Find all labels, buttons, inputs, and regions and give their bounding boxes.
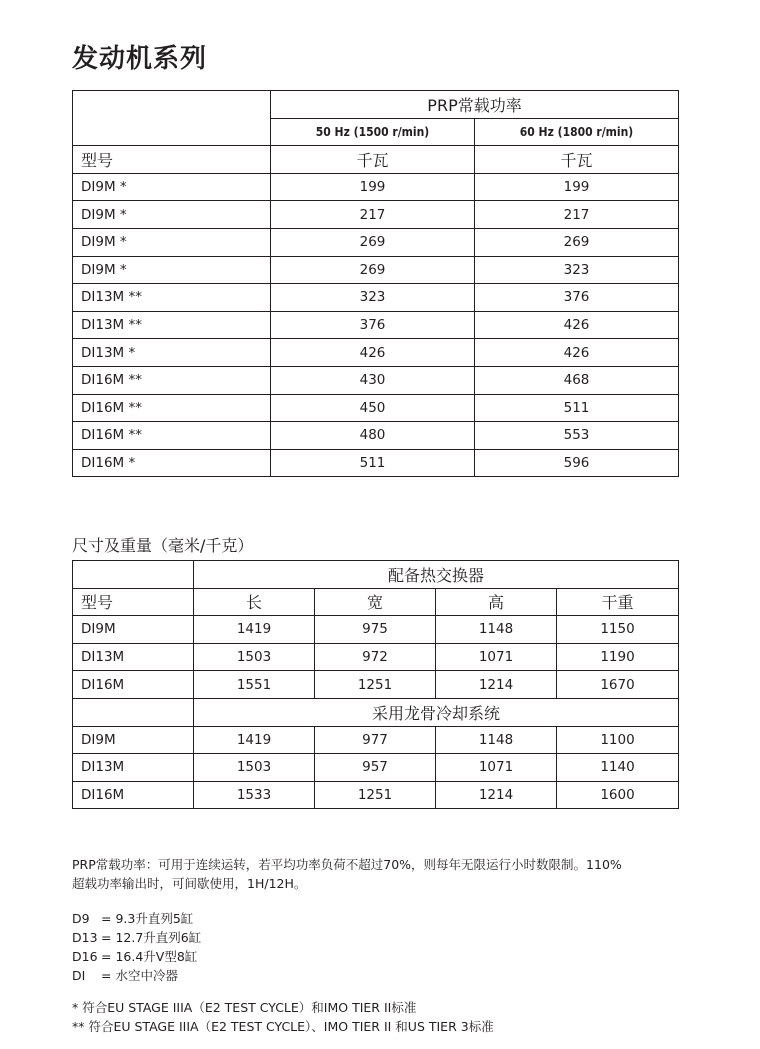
power-60hz-cell: 553 bbox=[475, 422, 679, 450]
power-table bbox=[72, 90, 679, 477]
width-cell: 957 bbox=[315, 754, 436, 782]
power-50hz-cell: 511 bbox=[271, 449, 475, 477]
model-cell: DI9M * bbox=[73, 228, 271, 256]
definition-key: DI bbox=[72, 968, 86, 983]
model-cell: DI9M bbox=[73, 726, 194, 754]
height-cell: 1214 bbox=[436, 671, 557, 699]
model-cell: DI16M ** bbox=[73, 422, 271, 450]
table-row bbox=[73, 366, 679, 394]
definition-value: = 9.3升直列5缸 bbox=[101, 911, 194, 926]
prp-note-line2: 超载功率输出时，可间歇使用，1H/12H。 bbox=[72, 876, 307, 891]
empty-header-cell bbox=[73, 561, 194, 589]
empty-header-cell bbox=[73, 698, 194, 726]
col-60hz-header: 60 Hz (1800 r/min) bbox=[475, 118, 679, 146]
col-dry-weight: 干重 bbox=[557, 588, 679, 616]
table-row bbox=[73, 201, 679, 229]
model-cell: DI13M * bbox=[73, 339, 271, 367]
table-row bbox=[73, 754, 679, 782]
length-cell: 1503 bbox=[194, 754, 315, 782]
definition-value: = 12.7升直列6缸 bbox=[101, 930, 202, 945]
power-60hz-cell: 426 bbox=[475, 311, 679, 339]
power-60hz-cell: 376 bbox=[475, 284, 679, 312]
height-cell: 1214 bbox=[436, 781, 557, 809]
width-cell: 1251 bbox=[315, 671, 436, 699]
power-60hz-cell: 269 bbox=[475, 228, 679, 256]
table-row bbox=[73, 422, 679, 450]
model-cell: DI9M * bbox=[73, 256, 271, 284]
table-row bbox=[73, 781, 679, 809]
model-label: 型号 bbox=[73, 146, 271, 174]
model-cell: DI16M bbox=[73, 671, 194, 699]
power-header-row bbox=[73, 91, 679, 119]
width-cell: 975 bbox=[315, 616, 436, 644]
width-cell: 1251 bbox=[315, 781, 436, 809]
dry-weight-cell: 1100 bbox=[557, 726, 679, 754]
power-60hz-cell: 511 bbox=[475, 394, 679, 422]
length-cell: 1551 bbox=[194, 671, 315, 699]
table-row bbox=[73, 671, 679, 699]
table-row bbox=[73, 311, 679, 339]
height-cell: 1148 bbox=[436, 616, 557, 644]
model-cell: DI13M bbox=[73, 643, 194, 671]
table-row bbox=[73, 284, 679, 312]
model-cell: DI13M ** bbox=[73, 311, 271, 339]
definition-value: = 16.4升V型8缸 bbox=[101, 949, 198, 964]
dims-table bbox=[72, 560, 679, 809]
power-60hz-cell: 596 bbox=[475, 449, 679, 477]
length-cell: 1533 bbox=[194, 781, 315, 809]
col-50hz-header: 50 Hz (1500 r/min) bbox=[271, 118, 475, 146]
table-row bbox=[73, 449, 679, 477]
group2-header: 采用龙骨冷却系统 bbox=[194, 698, 679, 726]
definition-line bbox=[72, 928, 201, 947]
definition-line bbox=[72, 909, 201, 928]
power-50hz-cell: 323 bbox=[271, 284, 475, 312]
model-cell: DI13M ** bbox=[73, 284, 271, 312]
height-cell: 1071 bbox=[436, 643, 557, 671]
power-50hz-cell: 430 bbox=[271, 366, 475, 394]
definition-value: = 水空中冷器 bbox=[101, 968, 178, 983]
table-row bbox=[73, 394, 679, 422]
dry-weight-cell: 1600 bbox=[557, 781, 679, 809]
definition-key: D13 bbox=[72, 930, 98, 945]
power-50hz-cell: 199 bbox=[271, 173, 475, 201]
table-row bbox=[73, 339, 679, 367]
power-50hz-cell: 376 bbox=[271, 311, 475, 339]
height-cell: 1148 bbox=[436, 726, 557, 754]
unit-row bbox=[73, 146, 679, 174]
model-cell: DI13M bbox=[73, 754, 194, 782]
power-50hz-cell: 269 bbox=[271, 256, 475, 284]
group1-header-row bbox=[73, 561, 679, 589]
table-row bbox=[73, 616, 679, 644]
col-width: 宽 bbox=[315, 588, 436, 616]
power-50hz-cell: 480 bbox=[271, 422, 475, 450]
group2-header-row bbox=[73, 698, 679, 726]
model-cell: DI9M * bbox=[73, 173, 271, 201]
table-row bbox=[73, 256, 679, 284]
dry-weight-cell: 1150 bbox=[557, 616, 679, 644]
footnote-double-star: ** 符合EU STAGE IIIA（E2 TEST CYCLE）、IMO TIER II 和US TIER 3标准 bbox=[72, 1019, 494, 1034]
definition-line bbox=[72, 947, 201, 966]
power-50hz-cell: 450 bbox=[271, 394, 475, 422]
height-cell: 1071 bbox=[436, 754, 557, 782]
page-title: 发动机系列 bbox=[72, 44, 208, 74]
length-cell: 1419 bbox=[194, 726, 315, 754]
model-cell: DI16M ** bbox=[73, 366, 271, 394]
width-cell: 972 bbox=[315, 643, 436, 671]
col-height: 高 bbox=[436, 588, 557, 616]
dims-col-header-row bbox=[73, 588, 679, 616]
table-row bbox=[73, 228, 679, 256]
power-60hz-cell: 323 bbox=[475, 256, 679, 284]
model-cell: DI16M bbox=[73, 781, 194, 809]
definition-line bbox=[72, 966, 201, 985]
engine-definitions bbox=[72, 909, 201, 985]
power-60hz-cell: 426 bbox=[475, 339, 679, 367]
prp-note bbox=[72, 855, 622, 893]
dry-weight-cell: 1670 bbox=[557, 671, 679, 699]
model-cell: DI16M * bbox=[73, 449, 271, 477]
dry-weight-cell: 1190 bbox=[557, 643, 679, 671]
unit-50: 千瓦 bbox=[271, 146, 475, 174]
footnotes bbox=[72, 998, 494, 1036]
prp-note-line1: PRP常载功率：可用于连续运转，若平均功率负荷不超过70%，则每年无限运行小时数限制。110% bbox=[72, 857, 622, 872]
group1-header: 配备热交换器 bbox=[194, 561, 679, 589]
model-label: 型号 bbox=[73, 588, 194, 616]
dims-section-title: 尺寸及重量（毫米/千克） bbox=[72, 536, 254, 555]
model-cell: DI16M ** bbox=[73, 394, 271, 422]
power-50hz-cell: 217 bbox=[271, 201, 475, 229]
model-cell: DI9M * bbox=[73, 201, 271, 229]
empty-header-cell bbox=[73, 91, 271, 146]
power-60hz-cell: 217 bbox=[475, 201, 679, 229]
width-cell: 977 bbox=[315, 726, 436, 754]
power-50hz-cell: 269 bbox=[271, 228, 475, 256]
unit-60: 千瓦 bbox=[475, 146, 679, 174]
table-row bbox=[73, 726, 679, 754]
model-cell: DI9M bbox=[73, 616, 194, 644]
footnote-single-star: * 符合EU STAGE IIIA（E2 TEST CYCLE）和IMO TIER II标准 bbox=[72, 1000, 417, 1015]
power-50hz-cell: 426 bbox=[271, 339, 475, 367]
table-row bbox=[73, 173, 679, 201]
definition-key: D9 bbox=[72, 911, 90, 926]
power-60hz-cell: 199 bbox=[475, 173, 679, 201]
definition-key: D16 bbox=[72, 949, 98, 964]
col-length: 长 bbox=[194, 588, 315, 616]
table-row bbox=[73, 643, 679, 671]
length-cell: 1419 bbox=[194, 616, 315, 644]
length-cell: 1503 bbox=[194, 643, 315, 671]
power-60hz-cell: 468 bbox=[475, 366, 679, 394]
dry-weight-cell: 1140 bbox=[557, 754, 679, 782]
prp-group-header: PRP常载功率 bbox=[271, 91, 679, 119]
